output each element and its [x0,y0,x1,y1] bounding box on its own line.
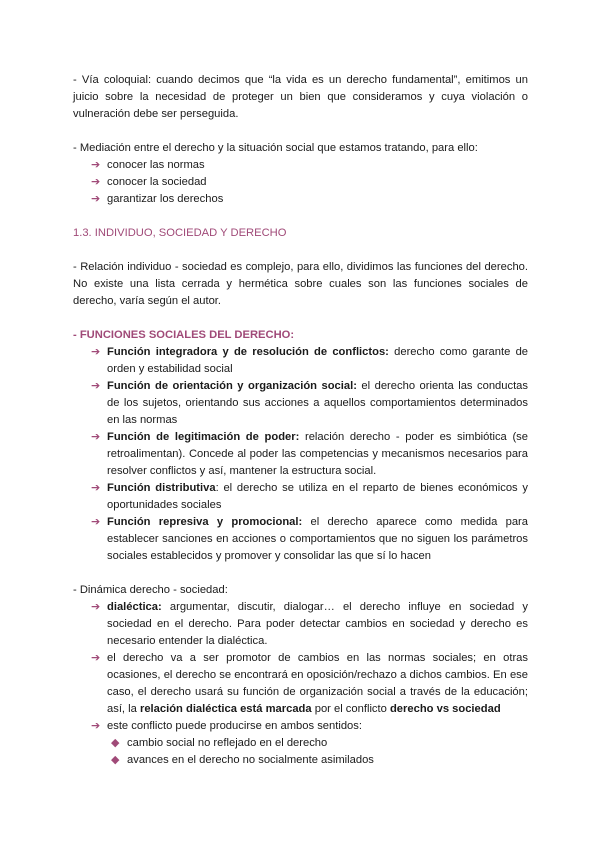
conflicto-sublist [73,735,528,769]
mediacion-list [73,157,528,208]
arrow-right-icon: ➔ [91,720,101,732]
paragraph-mediacion: - Mediación entre el derecho y la situación social que estamos tratando, para ello: [73,142,478,154]
funciones-title: - FUNCIONES SOCIALES DEL DERECHO: [73,329,295,341]
arrow-right-icon: ➔ [91,601,101,613]
funcion-term: Función represiva y promocional: [107,516,303,528]
diamond-bullet-icon: ◆ [111,754,120,766]
paragraph-relacion: - Relación individuo - sociedad es complejo, para ello, dividimos las funciones del derecho. No existe una lista cerrada y hermética sobre cuales son las funciones sociales de derecho, varía según el autor. [73,261,528,307]
funcion-term: Función de orientación y organización social: [107,380,357,392]
list-item: ➔ garantizar los derechos [91,191,528,208]
dialectica-term: dialéctica: [107,601,162,613]
list-item: ➔ Función integradora y de resolución de conflictos: derecho como garante de orden y estabilidad social [91,346,529,375]
funcion-term: Función de legitimación de poder: [107,431,300,443]
list-item: ➔ Función distributiva: el derecho se utiliza en el reparto de bienes económicos y oportunidades sociales [91,482,529,511]
arrow-right-icon: ➔ [91,652,101,664]
funcion-term: Función integradora y de resolución de conflictos: [107,346,389,358]
list-item: ➔ conocer las normas [91,157,528,174]
dinamica-title: - Dinámica derecho - sociedad: [73,584,228,596]
dinamica-list [73,599,528,735]
diamond-bullet-icon: ◆ [111,737,120,749]
arrow-right-icon: ➔ [91,380,101,392]
list-item: ➔ dialéctica: argumentar, discutir, dialogar… el derecho influye en sociedad y sociedad en el derecho. Para poder detectar cambios en sociedad y derecho es necesario entender la dialéctica. [91,601,528,647]
list-item: ➔ Función represiva y promocional: el derecho aparece como medida para establecer sanciones en acciones o comportamientos que no siguen los parámetros sociales establecidos y promover y consolidar las que sí lo hacen [91,516,528,562]
arrow-right-icon: ➔ [91,516,101,528]
arrow-right-icon: ➔ [91,193,101,205]
document-body [73,72,528,769]
arrow-right-icon: ➔ [91,346,101,358]
arrow-right-icon: ➔ [91,159,101,171]
paragraph-via-coloquial: - Vía coloquial: cuando decimos que “la vida es un derecho fundamental”, emitimos un juicio sobre la necesidad de proteger un bien que consideramos y cuya violación o vulneración debe ser perseguida. [73,74,528,120]
section-title: 1.3. INDIVIDUO, SOCIEDAD Y DERECHO [73,227,287,239]
list-item: ➔ el derecho va a ser promotor de cambios en las normas sociales; en otras ocasiones, el derecho se encontrará en oposición/rechazo a dichos cambios. En ese caso, el derecho usará su función de organización social a través de la educación; así, la relación dialéctica está marcada por el conflicto derecho vs sociedad [91,652,528,715]
list-item: ➔ este conflicto puede producirse en ambos sentidos: [91,718,528,735]
list-item: ◆ avances en el derecho no socialmente asimilados [111,752,528,769]
arrow-right-icon: ➔ [91,176,101,188]
arrow-right-icon: ➔ [91,482,101,494]
list-item: ◆ cambio social no reflejado en el derecho [111,735,528,752]
list-item: ➔ Función de orientación y organización social: el derecho orienta las conductas de los sujetos, orientando sus acciones a aquellos comportamientos determinados en las normas [91,380,528,426]
list-item: ➔ Función de legitimación de poder: relación derecho - poder es simbiótica (se retroalimentan). Concede al poder las competencias y mecanismos necesarios para resolver conflictos y así, mantener la estructura social. [91,431,528,477]
list-item: ➔ conocer la sociedad [91,174,528,191]
funcion-term: Función distributiva [107,482,216,494]
funciones-list [73,344,528,565]
arrow-right-icon: ➔ [91,431,101,443]
